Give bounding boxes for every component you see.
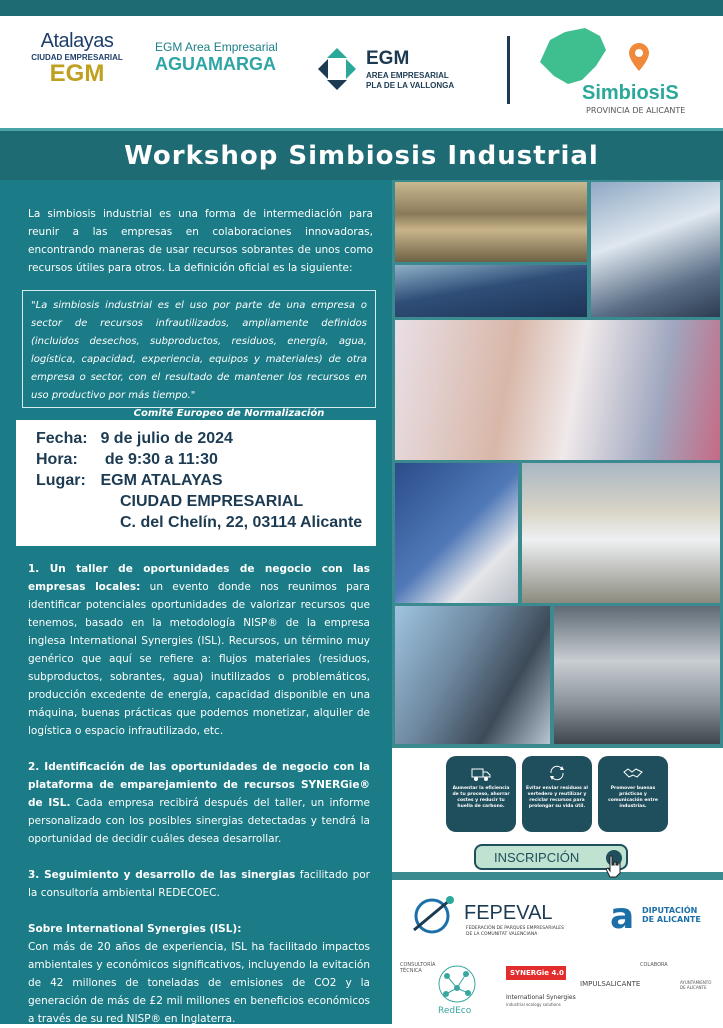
egm-mark-icon (314, 46, 360, 92)
truck-icon (471, 764, 491, 782)
event-date: 9 de julio de 2024 (100, 430, 233, 447)
industrial-building-photo (522, 463, 720, 603)
warehouse-photo (395, 182, 587, 262)
solar-roof-photo (395, 265, 587, 317)
recycle-icon (547, 764, 567, 782)
diputacion-logo: a DIPUTACIÓN DE ALICANTE (606, 894, 716, 934)
location-pin-icon (628, 42, 650, 72)
fepeval-logo: FEPEVAL FEDERACIÓN DE PARQUES EMPRESARIALES DE LA COMUNITAT VALENCIANA (408, 892, 568, 942)
logo-divider (507, 36, 510, 104)
pipes-photo (554, 606, 720, 744)
body-text (28, 560, 370, 1028)
isl-sub-label: industrial ecology solutions (506, 1002, 561, 1007)
ayuntamiento-logo: AYUNTAMIENTO DE ALICANTE (680, 980, 712, 990)
inscription-button[interactable]: INSCRIPCIÓN (474, 844, 628, 870)
colabora-label: COLABORA (640, 962, 668, 968)
simbiosis-logo: SimbiosiS PROVINCIA DE ALICANTE (530, 22, 710, 122)
event-time: de 9:30 a 11:30 (104, 451, 218, 468)
aguamarga-logo: EGM Area Empresarial AGUAMARGA (155, 40, 278, 74)
section-2: 2. Identificación de las oportunidades de negocio con la plataforma de emparejamiento de recursos SYNERGie® de ISL. Cada empresa recibirá después del taller, un informe personalizado con los posibles sinergias detectadas y tendrá la oportunidad de decidir cuáles desea desarrollar. (28, 761, 370, 845)
globe-icon (408, 892, 458, 938)
section-4: Sobre International Synergies (ISL): Con más de 20 años de experiencia, ISL ha facilitado impactos ambientales y económicos significativos, incluyendo la evitación de 42 millones de toneladas de emisiones de CO2 y la generación de más de £2 mil millones en beneficios económicos a través de su red NISP® en Inglaterra. (28, 923, 370, 1025)
section-1: 1. Un taller de oportunidades de negocio con las empresas locales: un evento donde nos reunimos para identificar potenciales oportunidades de valorizar recursos que tenemos, basado en la metodología NISP® de la empresa inglesa International Synergies (ISL). Recursos, un término muy genérico que aquí se refiere a: flujos materiales (residuos, subproductos, sobrantes, agua) inutilizados o problemáticos, producción excedente de energía, capacidad disponible en una máquina, buenas prácticas que podemos monetizar, alquiler de logística o espacio infrautilizado, etc. (28, 563, 370, 737)
benefit-card: Aumentar la eficiencia de tu proceso, ahorrar costes y reducir tu huella de carbono. (446, 756, 516, 832)
intro-text: La simbiosis industrial es una forma de intermediación para reunir a las empresas en colaboraciones innovadoras, encontrando maneras de usar recursos sobrantes de unos como recursos útiles para otros. La definición oficial es la siguiente: (28, 208, 373, 274)
svg-text:a: a (610, 896, 635, 934)
synergie-logo: SYNERGie 4.0 (506, 966, 566, 980)
top-bar (0, 0, 723, 16)
benefit-card: Promover buenas prácticas y comunicación entre industrias. (598, 756, 668, 832)
vallonga-logo: EGM AREA EMPRESARIAL PLA DE LA VALLONGA (314, 46, 494, 96)
impulsa-logo: IMPULSALICANTE (580, 980, 641, 988)
redeco-network-icon (432, 962, 482, 1006)
redeco-label: RedEco (438, 1006, 472, 1016)
title-bar (0, 128, 723, 180)
diputacion-mark-icon (606, 894, 638, 934)
event-place: EGM ATALAYAS (100, 472, 223, 489)
atalayas-logo: Atalayas CIUDAD EMPRESARIAL EGM (31, 30, 123, 87)
event-info-box: Fecha: 9 de julio de 2024 Hora: de 9:30 a 11:30 Lugar: EGM ATALAYAS CIUDAD EMPRESARIAL C. del Chelín, 22, 03114 Alicante (16, 420, 376, 546)
definition-quote (22, 290, 376, 419)
benefit-card: Evitar enviar residuos al vertedero y reutilizar y reciclar recursos para prolongar su vida útil. (522, 756, 592, 832)
metalwork-photo (395, 606, 550, 744)
solar-wind-photo (395, 463, 518, 603)
truck-photo (591, 182, 720, 317)
handshake-icon (623, 764, 643, 782)
section-3: 3. Seguimiento y desarrollo de las sinergias facilitado por la consultoría ambiental REDECOEC. (28, 869, 370, 899)
quote-source: Comité Europeo de Normalización (133, 408, 325, 419)
worker-textiles-photo (395, 320, 720, 460)
quote-text: "La simbiosis industrial es el uso por parte de una empresa o sector de recursos infrautilizados, ampliamente definidos (incluidos desechos, subproductos, residuos, energía, agua, logística, capacidad, experiencia, equipos y materiales) de otra empresa o sector, con el resultado de mantener los recursos en uso productivo por más tiempo." (31, 300, 367, 401)
hand-cursor-icon (604, 854, 624, 878)
consultoria-label: CONSULTORÍA TÉCNICA (400, 962, 436, 974)
page-title: Workshop Simbiosis Industrial (124, 141, 599, 171)
isl-label: International Synergies (506, 994, 576, 1001)
